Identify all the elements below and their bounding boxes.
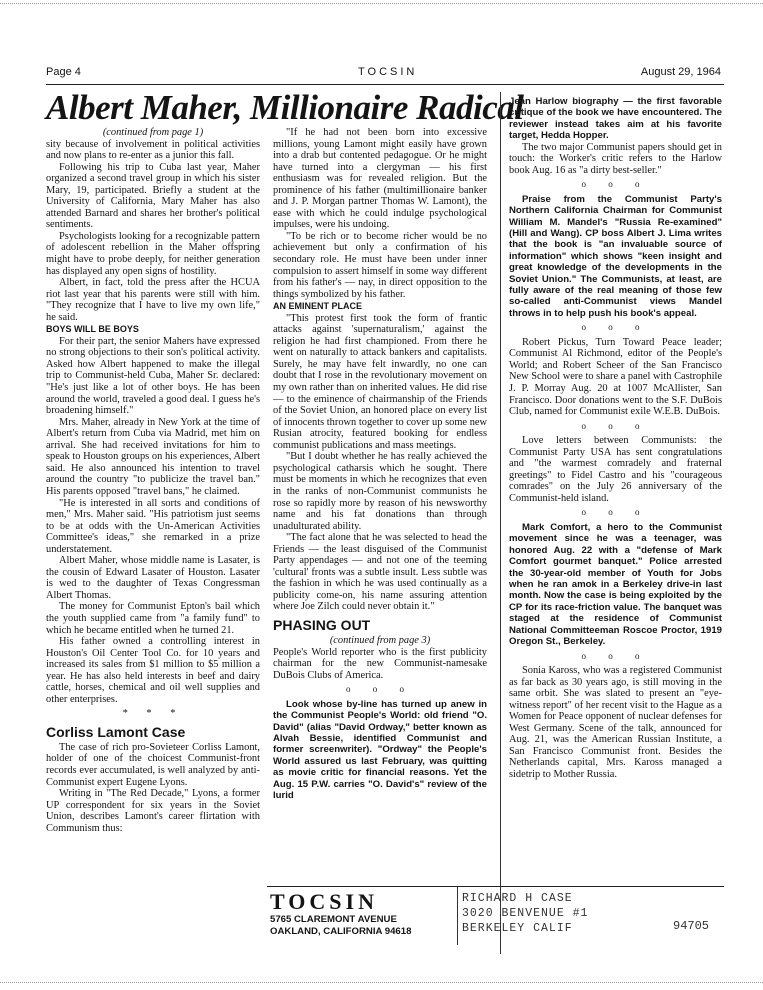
item-separator: o o o <box>346 684 414 695</box>
mailing-city: BERKELEY CALIF <box>462 922 573 935</box>
paragraph: "This protest first took the form of frantic attacks against 'supernaturalism,' against the religion he had first championed. From there he went on naturally to attack bankers and capitalists. Surely, he may have felt inwardly, no one can doubt that I rose in the revolutionary movement on my own rather than on inherited values. He did rise — to the eminence of chairmanship of the Friends of the Soviet Union, an honored place on every list of innocents thrown together to cover up some new Rusian atrocity, featured booking for endless communist publications and mass meetings. <box>273 312 487 451</box>
paragraph: "He is interested in all sorts and conditions of men," Mrs. Maher said. "His patriotism just seems to be at odds with the Un-American Activities Committee's ideas," she remarked in a prize understatement. <box>46 497 260 555</box>
paragraph: Writing in "The Red Decade," Lyons, a former UP correspondent for six years in the Soviet Union, describes Lamont's career flirtation with Communism thus: <box>46 788 260 834</box>
masthead-street: 5765 CLAREMONT AVENUE <box>270 914 397 925</box>
paragraph: Love letters between Communists: the Communist Party USA has sent congratulations and "the warmest comradely and fraternal greetings" to Fidel Castro and his "courageous comrades" on the July 26 anniversary of the Communist-held island. <box>509 435 722 504</box>
masthead-divider <box>457 887 458 945</box>
issue-date: August 29, 1964 <box>640 66 721 78</box>
paragraph: The two major Communist papers should get in touch: the Worker's critic refers to the Harlow book Aug. 16 as "a dirty best-seller." <box>509 141 722 176</box>
paragraph: Following his trip to Cuba last year, Maher organized a second travel group in which his sister Mary, 19, participated. Briefly a student at the University of California, Mary Maher has also attended Barnard and shares her brother's political sentiments. <box>46 161 260 231</box>
paragraph: The case of rich pro-Sovieteer Corliss Lamont, holder of one of the choicest Communist-front records ever accumulated, is well analyzed by anti-Communist expert Eugene Lyons. <box>46 741 260 788</box>
item-separator: o o o <box>581 650 650 661</box>
paragraph: "The fact alone that he was selected to head the Friends — the least disguised of the Communist Party appendages — and not one of the teeming 'cultural' fronts was a subtle insult. Less subtle was the fashion in which he was used continually as a publicity come-on, his name assuring attention where Joe Zilch could never obtain it." <box>273 532 487 613</box>
bold-item: Look whose by-line has turned up anew in the Communist People's World: old friend "O. David" (alias "David Ordway," better known as Alvah Bessie, identified Communist and former screenwriter). "Ordway" the People's World assured us last February, was quitting as movie critic for financial reasons. Yet the Aug. 15 P.W. carries "O. David's" review of the lurid <box>273 698 487 801</box>
paragraph: Albert Maher, whose middle name is Lasater, is the cousin of Edward Lasater of Houston. Lasater is wed to the daughter of Texas Congressman Albert Thomas. <box>46 555 260 601</box>
continuation-note: (continued from page 3) <box>329 634 431 646</box>
column-2 <box>273 127 487 887</box>
paragraph: His father owned a controlling interest in Houston's Oil Center Tool Co. for 10 years and increased its sales from $1 million to $5 million a year. He has also held interests in beef and dairy cattle, horses, chemical and oil well supplies and other enterprises. <box>46 636 260 705</box>
mailing-zip: 94705 <box>673 919 710 933</box>
item-separator: o o o <box>581 179 650 190</box>
continuation-note: (continued from page 1) <box>102 127 204 138</box>
paragraph: The money for Communist Epton's bail which the youth supplied came from "a family fund" to which he became entitled when he turned 21. <box>46 601 260 636</box>
paragraph: sity because of involvement in political activities and now plans to re-enter as a junior this fall. <box>46 138 260 162</box>
headline: Albert Maher, Millionaire Radical <box>46 88 524 127</box>
paragraph: Psychologists looking for a recognizable pattern of adolescent rebellion in the Maher offspring might have to probe deeply, for neither generation has displayed any open signs of hostility. <box>46 230 260 277</box>
paragraph: "To be rich or to become richer would be no achievement but only a confirmation of his secondary role. He must have been under inner compulsion to assert himself in some way different from his father's — nay, in direct opposition to the things symbolized by his father. <box>273 230 487 300</box>
page-header <box>46 66 721 82</box>
paragraph: People's World reporter who is the first publicity chairman for the new Communist-namesake DuBois Clubs of America. <box>273 646 487 681</box>
mailing-name: RICHARD H CASE <box>462 892 573 905</box>
bottom-dotted-border <box>0 982 763 983</box>
paragraph: Albert, in fact, told the press after the HCUA riot last year that his parents were still with him. "They recognize that I have to live my own life," he said. <box>46 277 260 323</box>
item-separator: o o o <box>581 507 650 518</box>
section-break: * * * <box>122 708 184 720</box>
top-dotted-border <box>0 3 763 4</box>
paragraph: "But I doubt whether he has really achieved the psychological catharsis which he sought. There must be moments in which he recognizes that even in the ranks of non-Communist communists he rose so rapidly more by reason of his newsworthy name and his fat donations than through unadulturated ability. <box>273 451 487 532</box>
item-separator: o o o <box>581 420 650 431</box>
paragraph: Robert Pickus, Turn Toward Peace leader; Communist Al Richmond, editor of the People's World; and Robert Scheer of the San Francisco New School were to share a panel with Castrophile J. P. Morray Aug. 20 at 1007 McAllister, San Francisco. Door donations went to the S.F. DuBois Club, named for Communist exile W.E.B. DuBois. <box>509 336 722 418</box>
item-separator: o o o <box>581 322 650 333</box>
section-heading: PHASING OUT <box>273 616 371 633</box>
masthead-city: OAKLAND, CALIFORNIA 94618 <box>270 926 412 937</box>
masthead-title: TOCSIN <box>270 889 378 914</box>
column-1 <box>46 127 260 953</box>
header-rule <box>46 84 724 85</box>
paragraph: For their part, the senior Mahers have expressed no strong objections to their son's political activity. Asked how Albert happened to make the illegal trip to Communist-held Cuba, Maher Sr. declared: "He's just like a lot of other boys. He has been around the world, traveled a good deal. I guess he's broadening himself." <box>46 335 260 417</box>
paragraph: Mrs. Maher, already in New York at the time of Albert's return from Cuba via Madrid, met him on arrival. She had received invitations for him to speak to Houston groups on his experiences, Albert said. He also announced his intention to travel around the country "to publicize the travel ban." His parents opposed "travel bans," he claimed. <box>46 416 260 497</box>
mailing-label <box>462 891 588 936</box>
paragraph: Sonia Kaross, who was a registered Communist as far back as 30 years ago, is still moving in the same orbit. She was slated to present an "eye-witness report" of her recent visit to the Hague as a Women for Peace opponent of nuclear defenses for West Germany. Scene of the talk, announced for Aug. 21, was the American Russian Institute, a San Francisco Communist front. Besides the Netherlands capital, Mrs. Kaross managed a sidetrip to Mother Russia. <box>509 665 722 780</box>
subheading: AN EMINENT PLACE <box>273 301 363 312</box>
bold-item: Jean Harlow biography — the first favorable critique of the book we have encountered. The reviewer instead takes aim at his favorite target, Hedda Hopper. <box>509 96 722 142</box>
mailing-street: 3020 BENVENUE #1 <box>462 907 589 920</box>
masthead-rule <box>267 886 724 887</box>
column-divider <box>500 92 501 954</box>
subheading: BOYS WILL BE BOYS <box>46 324 139 335</box>
paragraph: "If he had not been born into excessive millions, young Lamont might easily have grown into a drab but contented pedagogue. Or he might have turned into a clergyman — his first enthusiasm was for revealed religion. But the prominence of his father (multimillionaire banker and J. P. Morgan partner Thomas W. Lamont), the ease with which he could indulge psychological impulses, were his undoing. <box>273 127 487 231</box>
bold-item: Mark Comfort, a hero to the Communist movement since he was a teenager, was honored Aug. 22 with a "defense of Mark Comfort gourmet banquet." Police arrested the 30-year-old member of Youth for Jobs when he ran amok in a Berkeley drive-in last month. Now the case is being exploited by the CP for its race-friction value. The banquet was staged at the residence of Communist National Committeeman Roscoe Proctor, 1919 Oregon St., Berkeley. <box>509 522 722 648</box>
header-masthead: TOCSIN <box>358 66 418 78</box>
bold-item: Praise from the Communist Party's Northern California Chairman for Communist William M. Mandel's "Russia Re-examined" (Hill and Wang). CP boss Albert J. Lima writes that the book is "an invaluable source of information" which shows "keen insight and great knowledge of the developments in the Soviet Union." The Communists, at least, are fully aware of the real meaning of those few so-called anti-Communist views Mandel throws in to help push his book's appeal. <box>509 193 722 319</box>
column-3 <box>509 96 722 886</box>
section-heading: Corliss Lamont Case <box>46 723 186 740</box>
masthead-box <box>270 890 455 938</box>
page-number: Page 4 <box>46 66 81 78</box>
